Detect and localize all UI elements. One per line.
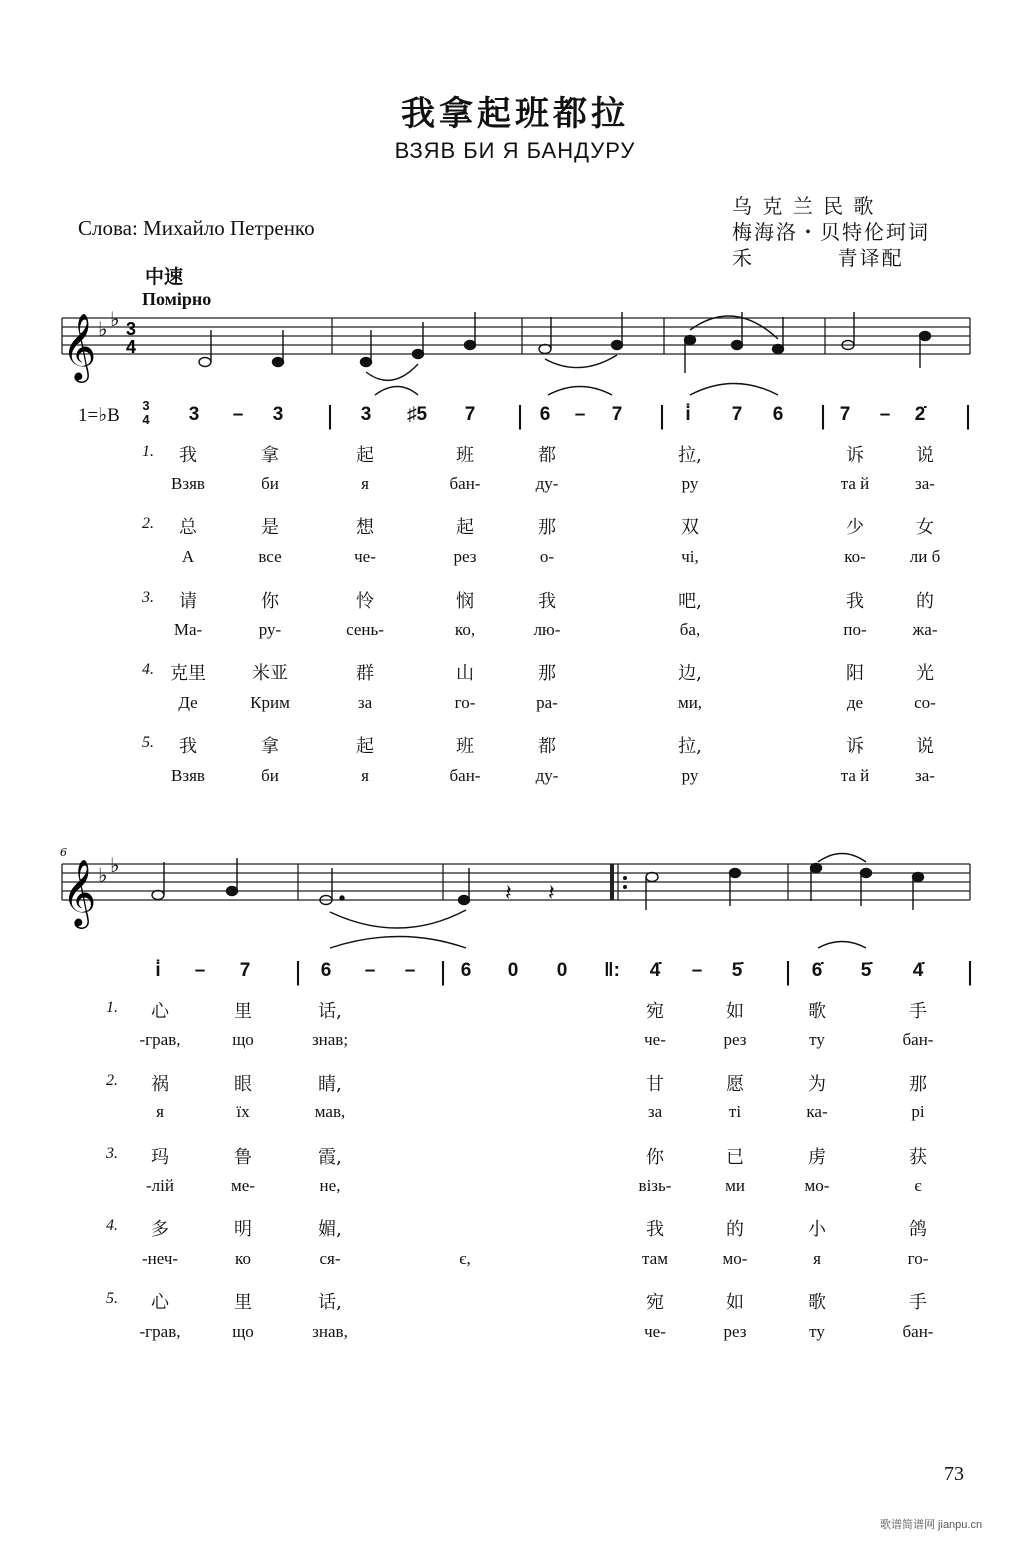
jianpu-note: ♯5 bbox=[406, 404, 428, 425]
lyric-chinese: 拿 bbox=[261, 736, 279, 757]
lyric-chinese: 虏 bbox=[808, 1147, 826, 1168]
barline: | bbox=[294, 956, 302, 986]
lyric-chinese: 明 bbox=[234, 1219, 252, 1240]
lyric-chinese: 我 bbox=[538, 591, 556, 612]
lyric-chinese: 女 bbox=[916, 517, 934, 538]
lyricist: Слова: Михайло Петренко bbox=[78, 216, 315, 240]
lyric-chinese: 话, bbox=[318, 1001, 342, 1022]
lyric-ukrainian: де bbox=[846, 693, 864, 712]
lyric-ukrainian: не, bbox=[319, 1176, 341, 1195]
lyric-ukrainian: ся- bbox=[319, 1249, 341, 1268]
lyric-ukrainian: -грав, bbox=[139, 1030, 181, 1049]
lyric-chinese: 歌 bbox=[808, 1292, 826, 1313]
lyric-ukrainian: мо- bbox=[722, 1249, 748, 1268]
lyric-chinese: 已 bbox=[726, 1147, 744, 1168]
lyric-chinese: 里 bbox=[234, 1292, 252, 1313]
lyric-ukrainian: є bbox=[914, 1176, 922, 1195]
lyric-chinese: 我 bbox=[846, 591, 864, 612]
lyric-chinese: 我 bbox=[179, 445, 197, 466]
lyric-ukrainian: візь- bbox=[638, 1176, 672, 1195]
lyric-ukrainian: би bbox=[261, 766, 279, 785]
svg-text:4: 4 bbox=[126, 337, 137, 357]
lyric-ukrainian: со- bbox=[914, 693, 936, 712]
treble-clef-icon: 𝄞 bbox=[62, 858, 97, 926]
lyric-ukrainian: ті bbox=[728, 1102, 742, 1121]
verse-number: 2. bbox=[106, 1072, 118, 1089]
lyric-ukrainian: ка- bbox=[806, 1102, 828, 1121]
lyric-ukrainian: -лій bbox=[146, 1176, 174, 1195]
lyric-ukrainian: Де bbox=[178, 693, 198, 712]
lyric-chinese: 说 bbox=[916, 445, 934, 466]
lyric-chinese: 鸽 bbox=[909, 1219, 927, 1240]
jianpu-note: 6 bbox=[539, 404, 551, 425]
lyric-ukrainian: сень- bbox=[346, 620, 384, 639]
lyric-chinese: 为 bbox=[808, 1074, 826, 1095]
jianpu-note: – bbox=[879, 404, 891, 425]
lyric-ukrainian: знав, bbox=[312, 1322, 348, 1341]
jianpu-note: i̇ bbox=[685, 404, 691, 425]
song-subtitle: ВЗЯВ БИ Я БАНДУРУ bbox=[394, 138, 636, 163]
lyric-chinese: 起 bbox=[456, 517, 474, 538]
lyric-ukrainian: лю- bbox=[533, 620, 561, 639]
lyric-chinese: 班 bbox=[456, 445, 474, 466]
jianpu-note: 7 bbox=[464, 404, 476, 425]
jianpu-note: 2̇ bbox=[914, 404, 926, 425]
lyric-ukrainian: Взяв bbox=[171, 766, 205, 785]
verse-number: 5. bbox=[142, 734, 154, 751]
lyric-chinese: 的 bbox=[726, 1219, 744, 1240]
verse-number: 4. bbox=[106, 1217, 118, 1234]
lyric-chinese: 你 bbox=[646, 1147, 664, 1168]
lyric-chinese: 心 bbox=[151, 1001, 169, 1022]
lyric-chinese: 是 bbox=[261, 517, 279, 538]
lyric-chinese: 手 bbox=[909, 1001, 927, 1022]
verse-number: 3. bbox=[106, 1145, 118, 1162]
lyric-chinese: 光 bbox=[916, 663, 934, 684]
lyric-chinese: 诉 bbox=[846, 445, 864, 466]
jianpu-note: – bbox=[404, 960, 416, 981]
lyric-chinese: 眼 bbox=[234, 1074, 252, 1095]
lyric-ukrainian: мо- bbox=[804, 1176, 830, 1195]
lyric-chinese: 班 bbox=[456, 736, 474, 757]
lyric-ukrainian: рез bbox=[723, 1322, 747, 1341]
notes-2 bbox=[152, 854, 924, 949]
lyric-chinese: 起 bbox=[356, 736, 374, 757]
lyric-chinese: 请 bbox=[179, 591, 197, 612]
svg-text:♭: ♭ bbox=[110, 853, 120, 877]
lyric-ukrainian: та й bbox=[840, 474, 870, 493]
lyric-chinese: 话, bbox=[318, 1292, 342, 1313]
rest-icon: 𝄽 bbox=[505, 881, 512, 906]
lyric-ukrainian: го- bbox=[454, 693, 476, 712]
lyric-ukrainian: рі bbox=[911, 1102, 925, 1121]
lyric-chinese: 起 bbox=[356, 445, 374, 466]
flat-icon: ♭ bbox=[98, 317, 108, 341]
lyric-ukrainian: ра- bbox=[536, 693, 558, 712]
lyric-ukrainian: що bbox=[232, 1322, 254, 1341]
flat-icon: ♭ bbox=[98, 863, 108, 887]
lyric-ukrainian: я bbox=[361, 474, 369, 493]
lyric-ukrainian: Взяв bbox=[171, 474, 205, 493]
lyric-chinese: 阳 bbox=[846, 663, 864, 684]
lyric-ukrainian: ми bbox=[725, 1176, 745, 1195]
jianpu-note: – bbox=[574, 404, 586, 425]
lyric-chinese: 多 bbox=[151, 1219, 169, 1240]
lyric-chinese: 那 bbox=[538, 517, 556, 538]
lyric-ukrainian: по- bbox=[843, 620, 867, 639]
jianpu-note: 3 bbox=[188, 404, 200, 425]
lyric-chinese: 如 bbox=[726, 1292, 744, 1313]
lyric-ukrainian: рез bbox=[453, 547, 477, 566]
lyric-chinese: 玛 bbox=[151, 1147, 169, 1168]
lyric-ukrainian: Крим bbox=[250, 693, 290, 712]
credit-lyrics: 梅海洛・贝特伦珂词 bbox=[732, 220, 930, 244]
lyric-ukrainian: ту bbox=[809, 1322, 825, 1341]
lyric-chinese: 你 bbox=[261, 591, 279, 612]
lyric-chinese: 歌 bbox=[808, 1001, 826, 1022]
lyric-chinese: 那 bbox=[909, 1074, 927, 1095]
lyric-ukrainian: все bbox=[258, 547, 282, 566]
lyric-chinese: 怜 bbox=[356, 591, 374, 612]
lyric-ukrainian: че- bbox=[644, 1030, 666, 1049]
jianpu-note: – bbox=[194, 960, 206, 981]
lyric-ukrainian: мав, bbox=[314, 1102, 346, 1121]
tempo-chinese: 中速 bbox=[145, 266, 184, 288]
jianpu-note: 7 bbox=[731, 404, 743, 425]
lyric-ukrainian: ба, bbox=[679, 620, 701, 639]
lyric-chinese: 那 bbox=[538, 663, 556, 684]
lyric-ukrainian: ту bbox=[809, 1030, 825, 1049]
lyric-chinese: 祸 bbox=[151, 1074, 169, 1095]
lyric-ukrainian: бан- bbox=[902, 1030, 934, 1049]
lyric-ukrainian: бан- bbox=[449, 766, 481, 785]
lyric-ukrainian: що bbox=[232, 1030, 254, 1049]
jianpu-note: 7 bbox=[611, 404, 623, 425]
verse-number: 1. bbox=[106, 999, 118, 1016]
lyric-chinese: 小 bbox=[808, 1219, 826, 1240]
lyric-ukrainian: за bbox=[357, 693, 373, 712]
lyric-chinese: 总 bbox=[179, 517, 197, 538]
lyric-chinese: 手 bbox=[909, 1292, 927, 1313]
lyric-ukrainian: ко, bbox=[454, 620, 476, 639]
lyric-chinese: 双 bbox=[681, 517, 699, 538]
page-number: 73 bbox=[944, 1463, 964, 1485]
lyric-ukrainian: -неч- bbox=[141, 1249, 179, 1268]
barline: | bbox=[658, 400, 666, 430]
lyric-ukrainian: ду- bbox=[535, 766, 559, 785]
lyric-ukrainian: є, bbox=[459, 1249, 471, 1268]
lyric-ukrainian: знав; bbox=[311, 1030, 349, 1049]
lyric-ukrainian: ми, bbox=[677, 693, 703, 712]
lyric-ukrainian: бан- bbox=[449, 474, 481, 493]
barline: | bbox=[439, 956, 447, 986]
lyric-ukrainian: за- bbox=[915, 474, 935, 493]
lyric-chinese: 山 bbox=[456, 663, 474, 684]
lyric-ukrainian: че- bbox=[644, 1322, 666, 1341]
lyric-ukrainian: та й bbox=[840, 766, 870, 785]
jianpu-note: 0 bbox=[507, 960, 519, 981]
lyric-chinese: 拉, bbox=[678, 736, 702, 757]
jianpu-note: 5̇ bbox=[860, 960, 872, 981]
lyric-ukrainian: Ма- bbox=[173, 620, 203, 639]
lyric-chinese: 睛, bbox=[318, 1074, 342, 1095]
lyric-chinese: 悯 bbox=[456, 591, 474, 612]
lyric-chinese: 少 bbox=[846, 517, 864, 538]
lyric-chinese: 如 bbox=[726, 1001, 744, 1022]
verse-number: 4. bbox=[142, 661, 154, 678]
watermark: 歌谱简谱网 jianpu.cn bbox=[880, 1519, 983, 1531]
lyric-ukrainian: я bbox=[156, 1102, 164, 1121]
jianpu-note: 3 bbox=[272, 404, 284, 425]
barline: | bbox=[784, 956, 792, 986]
lyric-ukrainian: рез bbox=[723, 1030, 747, 1049]
lyric-chinese: 诉 bbox=[846, 736, 864, 757]
treble-clef-icon: 𝄞 bbox=[62, 312, 97, 380]
lyric-chinese: 我 bbox=[179, 736, 197, 757]
lyric-chinese: 鲁 bbox=[234, 1147, 252, 1168]
lyric-chinese: 获 bbox=[909, 1147, 927, 1168]
barline: | bbox=[326, 400, 334, 430]
jianpu-note: 3 bbox=[360, 404, 372, 425]
lyric-ukrainian: я bbox=[361, 766, 369, 785]
lyric-ukrainian: ме- bbox=[231, 1176, 255, 1195]
lyric-ukrainian: би bbox=[261, 474, 279, 493]
jianpu-note: – bbox=[364, 960, 376, 981]
barline: | bbox=[516, 400, 524, 430]
credit-origin: 乌 克 兰 民 歌 bbox=[732, 194, 876, 218]
barline: | bbox=[964, 400, 972, 430]
lyric-ukrainian: жа- bbox=[912, 620, 938, 639]
lyric-chinese: 说 bbox=[916, 736, 934, 757]
lyric-ukrainian: о- bbox=[539, 547, 555, 566]
staff-2 bbox=[62, 864, 970, 900]
lyric-chinese: 宛 bbox=[646, 1292, 664, 1313]
lyric-chinese: 吧, bbox=[678, 591, 702, 612]
lyric-ukrainian: чі, bbox=[681, 547, 699, 566]
lyric-chinese: 我 bbox=[646, 1219, 664, 1240]
time-signature-bottom: 4 bbox=[142, 412, 150, 427]
lyric-chinese: 都 bbox=[538, 445, 556, 466]
lyric-chinese: 边, bbox=[678, 663, 702, 684]
verse-number: 2. bbox=[142, 515, 154, 532]
jianpu-note: 7 bbox=[839, 404, 851, 425]
lyric-ukrainian: за- bbox=[915, 766, 935, 785]
lyric-chinese: 克里 bbox=[170, 663, 206, 684]
song-title: 我拿起班都拉 bbox=[401, 94, 629, 134]
lyric-ukrainian: їх bbox=[236, 1102, 250, 1121]
measure-number: 6 bbox=[60, 846, 67, 859]
lyric-chinese: 霞, bbox=[318, 1147, 342, 1168]
lyric-ukrainian: ру bbox=[681, 474, 699, 493]
svg-text:♭: ♭ bbox=[110, 307, 120, 331]
lyric-ukrainian: ру- bbox=[258, 620, 282, 639]
credit-translator: 禾 青译配 bbox=[732, 246, 904, 270]
lyric-chinese: 媚, bbox=[318, 1219, 342, 1240]
lyric-chinese: 拉, bbox=[678, 445, 702, 466]
jianpu-note: 4̇ bbox=[912, 960, 924, 981]
jianpu-note: 6 bbox=[772, 404, 784, 425]
jianpu-note: 6 bbox=[320, 960, 332, 981]
jianpu-note: 7 bbox=[239, 960, 251, 981]
jianpu-note: 4̇ bbox=[649, 960, 661, 981]
barline: | bbox=[819, 400, 827, 430]
verse-number: 5. bbox=[106, 1290, 118, 1307]
key-signature: 1=♭B bbox=[78, 405, 120, 426]
lyric-ukrainian: ко bbox=[235, 1249, 251, 1268]
lyric-ukrainian: А bbox=[181, 547, 195, 566]
lyric-ukrainian: -грав, bbox=[139, 1322, 181, 1341]
barline: | bbox=[966, 956, 974, 986]
jianpu-note: – bbox=[232, 404, 244, 425]
lyric-chinese: 宛 bbox=[646, 1001, 664, 1022]
lyric-chinese: 的 bbox=[916, 591, 934, 612]
lyric-chinese: 群 bbox=[356, 663, 374, 684]
lyric-ukrainian: бан- bbox=[902, 1322, 934, 1341]
lyric-ukrainian: я bbox=[813, 1249, 821, 1268]
staff-1 bbox=[62, 318, 970, 354]
lyric-ukrainian: го- bbox=[907, 1249, 929, 1268]
jianpu-note: i̇ bbox=[155, 960, 161, 981]
lyric-chinese: 里 bbox=[234, 1001, 252, 1022]
lyric-chinese: 米亚 bbox=[252, 663, 288, 684]
lyric-ukrainian: там bbox=[642, 1249, 668, 1268]
rest-icon: 𝄽 bbox=[548, 881, 555, 906]
svg-text:3: 3 bbox=[126, 319, 137, 339]
lyric-ukrainian: за bbox=[647, 1102, 663, 1121]
lyric-ukrainian: ду- bbox=[535, 474, 559, 493]
verse-number: 3. bbox=[142, 589, 154, 606]
lyric-chinese: 心 bbox=[151, 1292, 169, 1313]
time-signature-top: 3 bbox=[142, 398, 150, 413]
repeat-sign: ‖: bbox=[604, 960, 620, 981]
lyric-chinese: 愿 bbox=[726, 1074, 744, 1095]
lyric-chinese: 都 bbox=[538, 736, 556, 757]
jianpu-note: – bbox=[691, 960, 703, 981]
lyric-ukrainian: ко- bbox=[844, 547, 866, 566]
lyric-chinese: 想 bbox=[356, 517, 374, 538]
lyric-ukrainian: че- bbox=[354, 547, 376, 566]
lyric-ukrainian: ли б bbox=[909, 547, 941, 566]
lyric-ukrainian: ру bbox=[681, 766, 699, 785]
jianpu-note: 5̇ bbox=[731, 960, 743, 981]
jianpu-note: 0 bbox=[556, 960, 568, 981]
lyric-chinese: 拿 bbox=[261, 445, 279, 466]
jianpu-note: 6̇ bbox=[811, 960, 823, 981]
verse-number: 1. bbox=[142, 443, 154, 460]
tempo-ukrainian: Помірно bbox=[142, 289, 212, 309]
jianpu-note: 6 bbox=[460, 960, 472, 981]
lyric-chinese: 甘 bbox=[646, 1074, 664, 1095]
